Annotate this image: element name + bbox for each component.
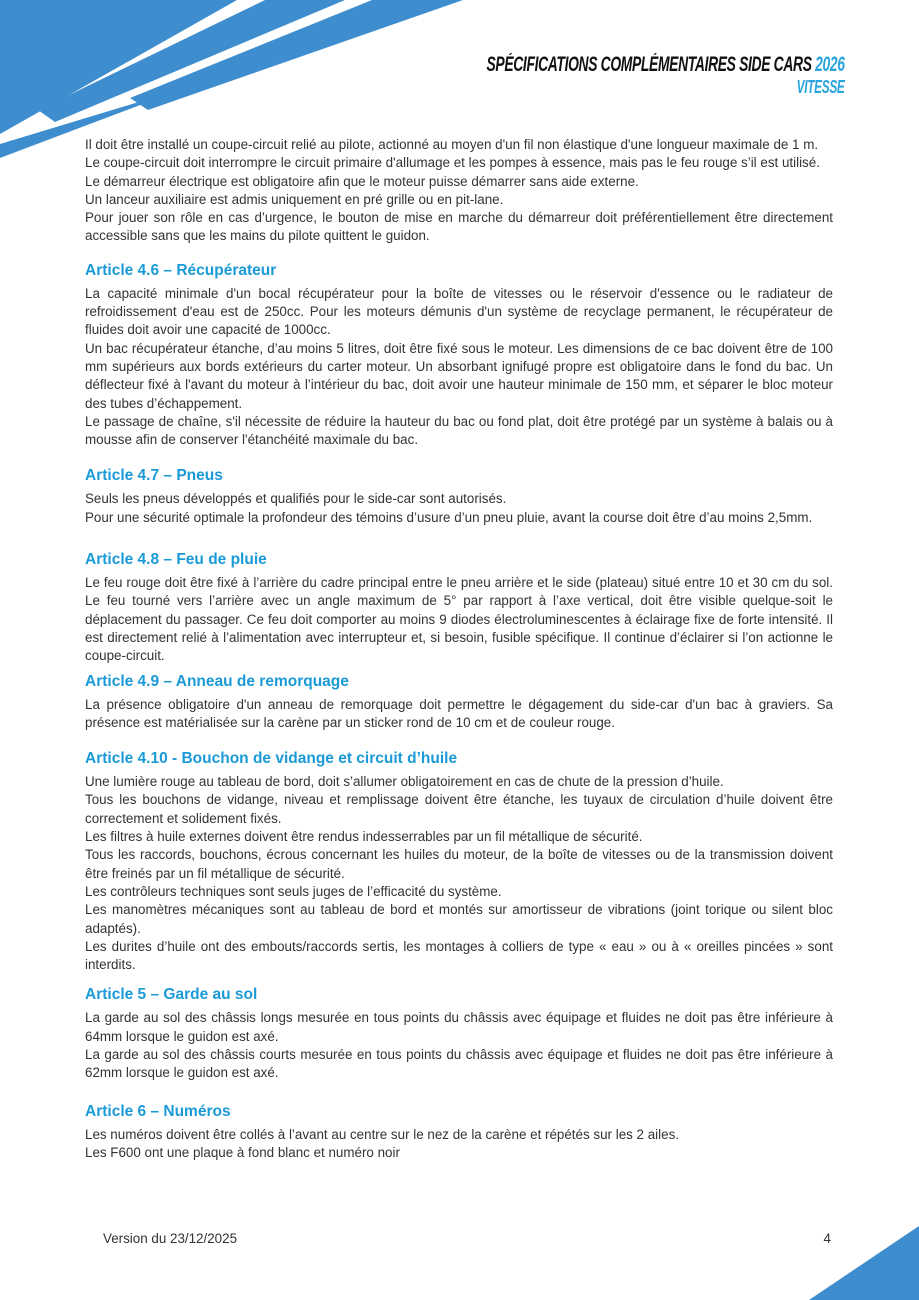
paragraph: Il doit être installé un coupe-circuit relié au pilote, actionné au moyen d'un fil non élastique d'une longueur maximale de 1 m. bbox=[85, 137, 819, 152]
paragraph: Les F600 ont une plaque à fond blanc et numéro noir bbox=[85, 1144, 400, 1160]
paragraph: La présence obligatoire d'un anneau de remorquage doit permettre le dégagement du side-car d'un bac à graviers. Sa présence est matérialisée sur la carène par un sticker rond de 10 cm et de couleur rouge. bbox=[85, 696, 833, 730]
version-label: Version du 23/12/2025 bbox=[103, 1231, 238, 1246]
paragraph: Les manomètres mécaniques sont au tableau de bord et montés sur amortisseur de vibrations (joint torique ou silent bloc adaptés). bbox=[85, 902, 833, 936]
document-subtitle-line bbox=[302, 76, 845, 98]
paragraph: Un lanceur auxiliaire est admis uniquement en pré grille ou en pit-lane. bbox=[85, 191, 504, 207]
section-article-4-6 bbox=[85, 261, 833, 450]
paragraph: Le coupe-circuit doit interrompre le circuit primaire d'allumage et les pompes à essence, mais pas le feu rouge s’il est utilisé. bbox=[85, 155, 820, 171]
paragraph: Les durites d’huile ont des embouts/raccords sertis, les montages à colliers de type « eau » ou à « oreilles pincées » sont interdits. bbox=[85, 938, 833, 973]
document-title-line bbox=[302, 53, 845, 76]
paragraph: Pour jouer son rôle en cas d’urgence, le bouton de mise en marche du démarreur doit préférentiellement être directement accessible sans que les mains du pilote quittent le guidon. bbox=[85, 210, 833, 244]
section-heading: Article 4.7 – Pneus bbox=[85, 467, 223, 485]
paragraph: La garde au sol des châssis longs mesurée en tous points du châssis avec équipage et fluides ne doit pas être inférieure à 64mm lorsque le guidon est axé. bbox=[85, 1010, 833, 1044]
section-heading: Article 4.6 – Récupérateur bbox=[85, 261, 277, 279]
document-subtitle: VITESSE bbox=[797, 77, 845, 98]
paragraph: Les contrôleurs techniques sont seuls juges de l’efficacité du système. bbox=[85, 883, 502, 899]
paragraph: Un bac récupérateur étanche, d’au moins 5 litres, doit être fixé sous le moteur. Les dimensions de ce bac doivent être de 100 mm supérieurs aux bords extérieurs du carter moteur. Un absorbant ignifugé propre est obligatoire dans le fond du bac. Un déflecteur fixé à l'avant du moteur à l’intérieur du bac, doit avoir une hauteur minimale de 150 mm, et séparer le bloc moteur des tubes d’échappement. bbox=[85, 340, 833, 411]
paragraph: Le passage de chaîne, s'il nécessite de réduire la hauteur du bac ou fond plat, doit être protégé par un système à balais ou à mousse afin de conserver l'étanchéité maximale du bac. bbox=[85, 413, 833, 448]
paragraph: La garde au sol des châssis courts mesurée en tous points du châssis avec équipage et fluides ne doit pas être inférieure à 62mm lorsque le guidon est axé. bbox=[85, 1046, 833, 1081]
paragraph: Les numéros doivent être collés à l’avant au centre sur le nez de la carène et répétés sur les 2 ailes. bbox=[85, 1126, 679, 1142]
document-title-year: 2026 bbox=[815, 53, 845, 76]
section-article-6 bbox=[85, 1102, 833, 1163]
section-article-4-10 bbox=[85, 749, 833, 974]
document-title: SPÉCIFICATIONS COMPLÉMENTAIRES SIDE CARS bbox=[486, 53, 812, 76]
section-article-4-7 bbox=[85, 466, 833, 527]
document-header bbox=[302, 53, 845, 98]
section-heading: Article 5 – Garde au sol bbox=[85, 986, 258, 1004]
corner-triangle-decoration bbox=[809, 1226, 919, 1300]
paragraph: Pour une sécurité optimale la profondeur des témoins d’usure d’un pneu pluie, avant la course doit être d’au moins 2,5mm. bbox=[85, 509, 813, 525]
paragraph: Tous les bouchons de vidange, niveau et remplissage doivent être étanche, les tuyaux de circulation d’huile doivent être correctement et solidement fixés. bbox=[85, 792, 833, 826]
section-article-5 bbox=[85, 985, 833, 1082]
section-heading: Article 6 – Numéros bbox=[85, 1102, 231, 1120]
paragraph: Le feu rouge doit être fixé à l’arrière du cadre principal entre le pneu arrière et le side (plateau) situé entre 10 et 30 cm du sol. Le feu tourné vers l’arrière avec un angle maximum de 5° par rapport à l’axe vertical, doit être visible quelque-soit le déplacement du passager. Ce feu doit comporter au moins 9 diodes électroluminescentes à éclairage fixe de forte intensité. Il est directement relié à l’alimentation avec interrupteur et, si besoin, fusible spécifique. Il continue d’éclairer si l’on actionne le coupe-circuit. bbox=[85, 575, 833, 664]
section-article-4-8 bbox=[85, 550, 833, 665]
corner-triangle-shape bbox=[809, 1226, 919, 1300]
section-heading: Article 4.10 - Bouchon de vidange et circuit d’huile bbox=[85, 750, 458, 768]
swoosh-main-shape bbox=[0, 0, 237, 134]
section-article-4-9 bbox=[85, 672, 833, 733]
paragraph: Tous les raccords, bouchons, écrous concernant les huiles du moteur, de la boîte de vitesses ou de la transmission doivent être freinés par un fil métallique de sécurité. bbox=[85, 847, 833, 881]
paragraph: Une lumière rouge au tableau de bord, doit s’allumer obligatoirement en cas de chute de la pression d’huile. bbox=[85, 774, 724, 790]
document-body bbox=[85, 136, 833, 1162]
section-heading: Article 4.9 – Anneau de remorquage bbox=[85, 672, 349, 690]
page-number: 4 bbox=[823, 1231, 831, 1246]
paragraph: Le démarreur électrique est obligatoire afin que le moteur puisse démarrer sans aide externe. bbox=[85, 173, 639, 189]
page-footer bbox=[103, 1231, 831, 1246]
section-heading: Article 4.8 – Feu de pluie bbox=[85, 551, 267, 569]
paragraph: Seuls les pneus développés et qualifiés pour le side-car sont autorisés. bbox=[85, 491, 507, 507]
paragraph: Les filtres à huile externes doivent être rendus indesserrables par un fil métallique de sécurité. bbox=[85, 829, 643, 845]
paragraph: La capacité minimale d'un bocal récupérateur pour la boîte de vitesses ou le réservoir d'essence ou le radiateur de refroidissement d'eau est de 250cc. Pour les moteurs démunis d'un système de recyclage permanent, le récupérateur de fluides doit avoir une capacité de 1000cc. bbox=[85, 285, 833, 338]
